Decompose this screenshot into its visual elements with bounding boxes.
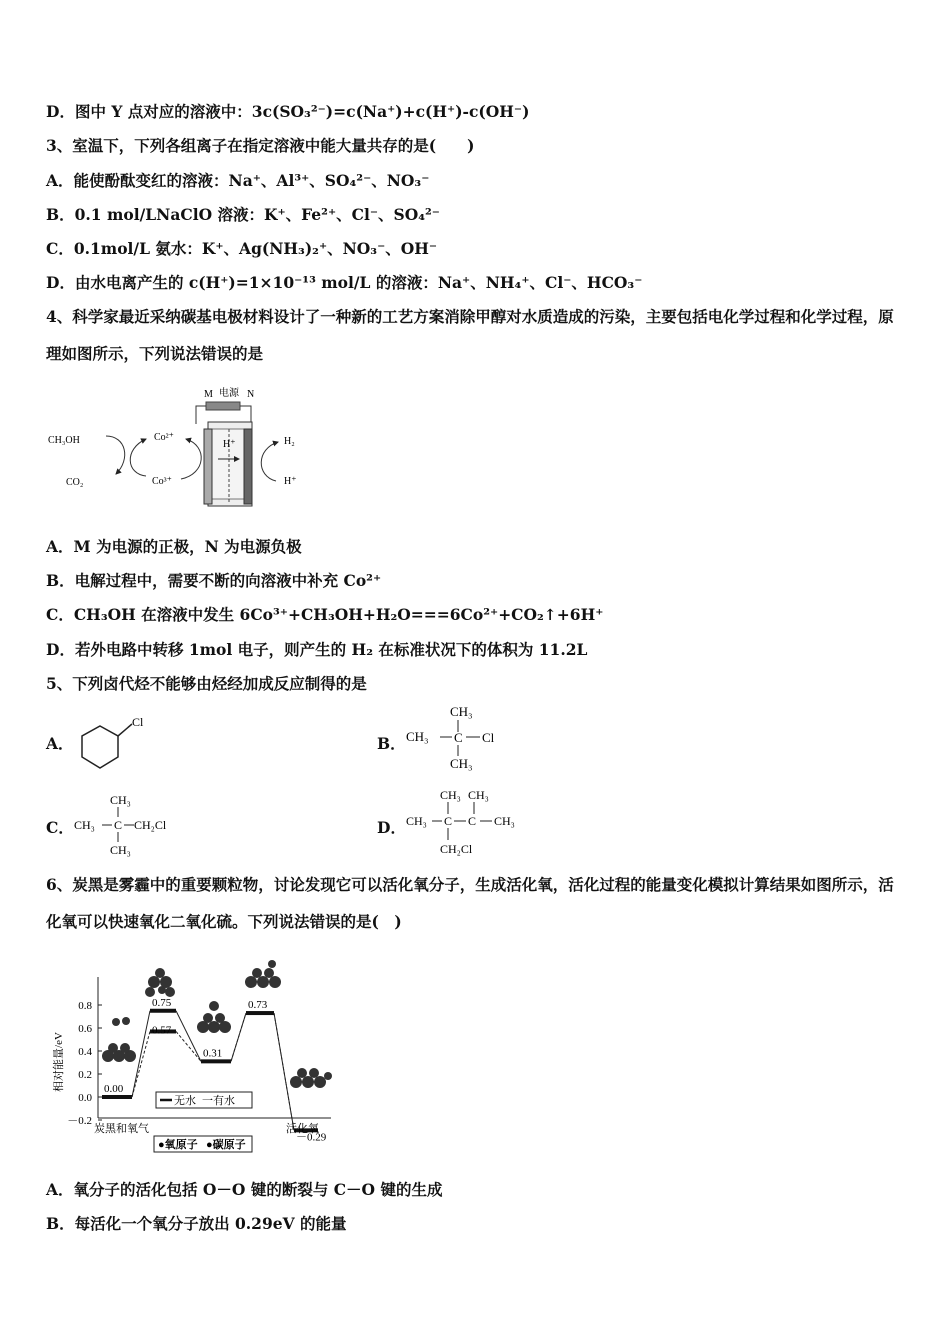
branched-chloride-structure [404,785,534,860]
ch3-label: CH₃ [450,756,473,771]
wet-path-segment [231,1013,246,1061]
tert-butyl-chloride-structure [404,702,514,772]
cl-label: Cl [482,730,495,745]
ch3-label: CH₃ [110,843,131,857]
y-tick-label: 0.0 [78,1092,92,1104]
ch3-label: CH₃ [406,729,429,744]
atom-legend-o: ●氧原子 [158,1139,198,1151]
q5-option-c-label: C． [46,818,74,837]
ch2cl-label: CH₂Cl [440,842,473,856]
q4-option-a: A．M 为电源的正极，N 为电源负极 [46,537,302,556]
transition-state-1-icon [145,968,175,997]
h-plus-membrane-label: H⁺ [223,439,236,450]
energy-level-label: 0.00 [104,1083,124,1095]
activated-oxygen-icon [290,1068,332,1088]
q5-option-b-label: B． [377,734,406,753]
transition-state-2-icon [245,960,281,988]
carbon-black-cluster-icon [102,1017,136,1062]
q2-option-d: D．图中 Y 点对应的溶液中：3c(SO₃²⁻)=c(Na⁺)+c(H⁺)-c(OH⁻) [46,102,530,121]
y-tick-label: 0.4 [78,1046,92,1058]
co3plus-label: Co³⁺ [152,476,172,487]
q3-option-d: D．由水电离产生的 c(H⁺)=1×10⁻¹³ mol/L 的溶液：Na⁺、NH₄⁺、Cl⁻、HCO₃⁻ [46,273,643,292]
y-tick-label: 0.6 [78,1023,92,1035]
chlorocyclohexane-structure [70,712,160,774]
electrolysis-diagram [46,384,316,514]
atom-legend-c: ●碳原子 [206,1139,246,1151]
q4-option-d: D．若外电路中转移 1mol 电子，则产生的 H₂ 在标准状况下的体积为 11.2L [46,640,588,659]
electrode-n-label: N [247,389,255,400]
energy-level-label: －0.29 [296,1131,327,1144]
energy-level-label: 0.57 [152,1024,172,1037]
q3-option-c: C．0.1mol/L 氨水：K⁺、Ag(NH₃)₂⁺、NO₃⁻、OH⁻ [46,239,438,258]
y-tick-label: 0.8 [78,1000,92,1012]
c-label: C [468,814,477,828]
ch3-label: CH₃ [440,788,461,802]
legend-wet: 一有水 [202,1095,235,1107]
ch3-label: CH₃ [494,814,515,828]
ch3oh-label: CH₃OH [48,435,80,446]
ch2cl-label: CH₂Cl [134,818,167,832]
x-label-right: 活化氧 [286,1123,319,1135]
y-tick-label: 0.2 [78,1069,92,1081]
q6-stem: 6、炭黑是雾霾中的重要颗粒物，讨论发现它可以活化氧分子，生成活化氧，活化过程的能量变化模拟计算结果如图所示，活化氧可以快速氧化二氧化硫。下列说法错误的是( ) [46,875,894,931]
q6-option-a: A．氧分子的活化包括 O－O 键的断裂与 C－O 键的生成 [46,1180,443,1199]
energy-level-label: 0.73 [248,999,268,1012]
intermediate-icon [197,1001,231,1033]
energy-level-label: 0.31 [203,1047,223,1060]
ch3-label: CH₃ [450,704,473,719]
ch3-label: CH₃ [74,818,95,832]
ch3-label: CH₃ [110,793,131,807]
y-tick-label: －0.2 [67,1115,92,1127]
energy-level-bar [102,1095,132,1099]
co2plus-label: Co²⁺ [154,432,174,443]
c-label: C [454,730,463,745]
q5-option-d-label: D． [377,818,406,837]
co2-label: CO₂ [66,477,84,488]
neopentyl-chloride-structure [74,790,184,860]
q3-option-a: A．能使酚酞变红的溶液：Na⁺、Al³⁺、SO₄²⁻、NO₃⁻ [46,171,430,190]
c-label: C [114,818,123,832]
h2-label: H₂ [284,436,295,447]
h-plus-out-label: H⁺ [284,476,297,487]
q4-option-b: B．电解过程中，需要不断的向溶液中补充 Co²⁺ [46,571,382,590]
ch3-label: CH₃ [406,814,427,828]
energy-level-bar [150,1009,176,1013]
energy-level-label: 0.75 [152,996,172,1009]
energy-level-bar [246,1011,274,1015]
legend-dry: 无水 [174,1095,196,1107]
energy-profile-chart [46,952,346,1157]
q5-option-a-label: A． [46,734,74,753]
x-label-left: 炭黑和氧气 [94,1123,149,1135]
q4-stem: 4、科学家最近采纳碳基电极材料设计了一种新的工艺方案消除甲醇对水质造成的污染，主要包括电化学过程和化学过程，原理如图所示，下列说法错误的是 [46,307,894,363]
energy-level-bar [201,1059,231,1063]
y-axis-label: 相对能量/eV [53,1032,65,1092]
electrode-m-label: M [204,389,213,400]
q4-option-c: C．CH₃OH 在溶液中发生 6Co³⁺+CH₃OH+H₂O===6Co²⁺+CO₂↑+6H⁺ [46,605,604,624]
cl-label: Cl [132,715,144,729]
wet-path-segment [132,1031,150,1097]
q3-option-b: B．0.1 mol/LNaClO 溶液：K⁺、Fe²⁺、Cl⁻、SO₄²⁻ [46,205,440,224]
q3-stem: 3、室温下，下列各组离子在指定溶液中能大量共存的是( ) [46,136,475,155]
q6-option-b: B．每活化一个氧分子放出 0.29eV 的能量 [46,1214,347,1233]
c-label: C [444,814,453,828]
power-source-label: 电源 [219,388,239,399]
ch3-label: CH₃ [468,788,489,802]
q5-stem: 5、下列卤代烃不能够由烃经加成反应制得的是 [46,674,367,693]
